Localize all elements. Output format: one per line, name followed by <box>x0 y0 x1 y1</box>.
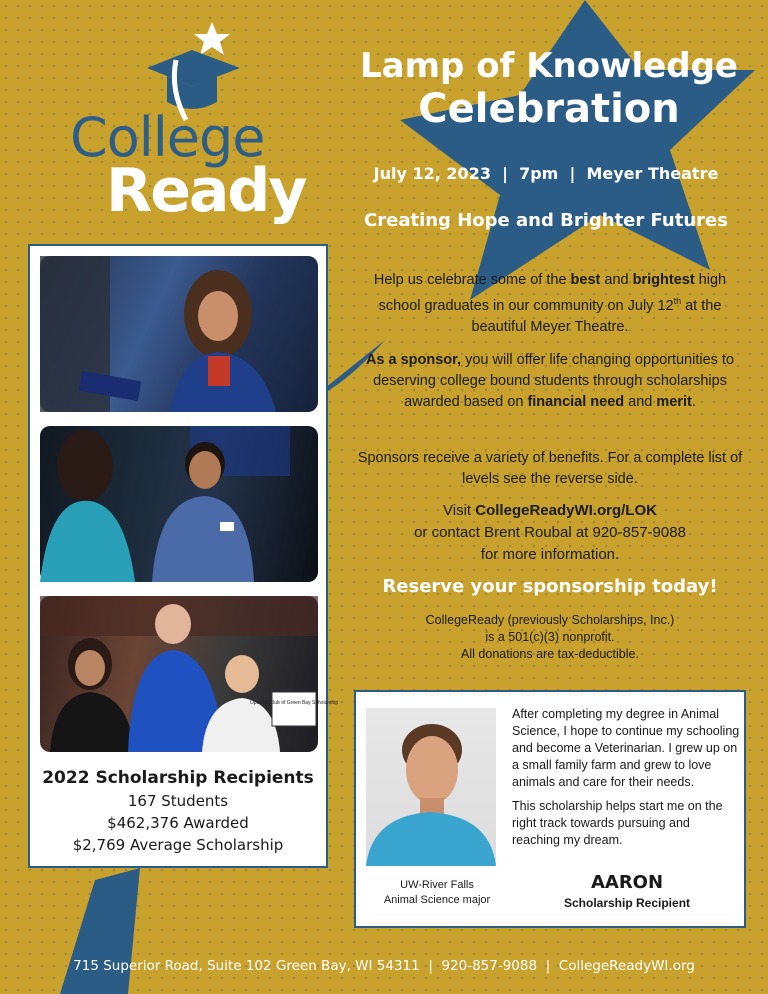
logo-ready-text: Ready <box>106 156 306 226</box>
logo-college-text: College <box>70 106 265 169</box>
recipient-name: AARON <box>590 872 664 893</box>
reserve-sponsorship-cta: Reserve your sponsorship today! <box>382 576 718 597</box>
benefits-paragraph: Sponsors receive a variety of benefits. For a complete list of levels see the reverse side. <box>357 450 743 487</box>
contact-paragraph: Visit CollegeReadyWI.org/LOK or contact Brent Roubal at 920-857-9088 for more information. <box>356 500 744 566</box>
background-star <box>400 0 755 300</box>
recipients-student-count: 167 Students <box>127 792 229 810</box>
recipients-total-awarded: $462,376 Awarded <box>107 814 249 832</box>
college-ready-logo <box>62 20 306 230</box>
scholarship-sign-text: Optimist Club of Green Bay Scholarship <box>249 700 339 706</box>
nonprofit-notice: CollegeReady (previously Scholarships, Inc.) is a 501(c)(3) nonprofit. All donations are tax-deductible. <box>425 613 675 661</box>
aaron-photo <box>366 708 496 866</box>
background-ribbon <box>60 868 140 994</box>
footer-contact: 715 Superior Road, Suite 102 Green Bay, WI 54311 | 920-857-9088 | CollegeReadyWI.org <box>73 958 695 974</box>
recipients-average: $2,769 Average Scholarship <box>72 836 284 854</box>
lok-url-link[interactable]: CollegeReadyWI.org/LOK <box>475 502 657 519</box>
event-tagline: Creating Hope and Brighter Futures <box>364 210 728 231</box>
testimonial-card <box>354 690 746 928</box>
contact-line: or contact Brent Roubal at 920-857-9088 <box>414 524 686 541</box>
event-title-line1: Lamp of Knowledge <box>360 46 738 86</box>
graduate-photo-1 <box>40 256 318 412</box>
graduate-photo-2 <box>40 426 318 582</box>
aaron-quote: After completing my degree in Animal Science, I hope to continue my schooling and become a Veterinarian. I grew up on a small family farm and grew to love animals and care for their needs. This scholarship helps start me on the right track towards pursuing and reaching my dream. <box>512 707 740 847</box>
recipient-role: Scholarship Recipient <box>563 896 691 910</box>
aaron-caption: UW-River Falls Animal Science major <box>383 879 491 906</box>
sponsor-paragraph: As a sponsor, you will offer life changing opportunities to deserving college bound students through scholarships awarded based on financial need and merit. <box>365 352 735 410</box>
event-date-time-venue: July 12, 2023 | 7pm | Meyer Theatre <box>373 164 719 183</box>
info-line: for more information. <box>480 546 620 563</box>
event-title-line2: Celebration <box>418 86 680 132</box>
intro-paragraph: Help us celebrate some of the best and brightest high school graduates in our community on July 12th at the beautiful Meyer Theatre. <box>373 272 727 335</box>
group-photo-3 <box>40 596 339 752</box>
recipients-photo-panel <box>28 244 339 868</box>
recipients-title: 2022 Scholarship Recipients <box>42 768 314 788</box>
